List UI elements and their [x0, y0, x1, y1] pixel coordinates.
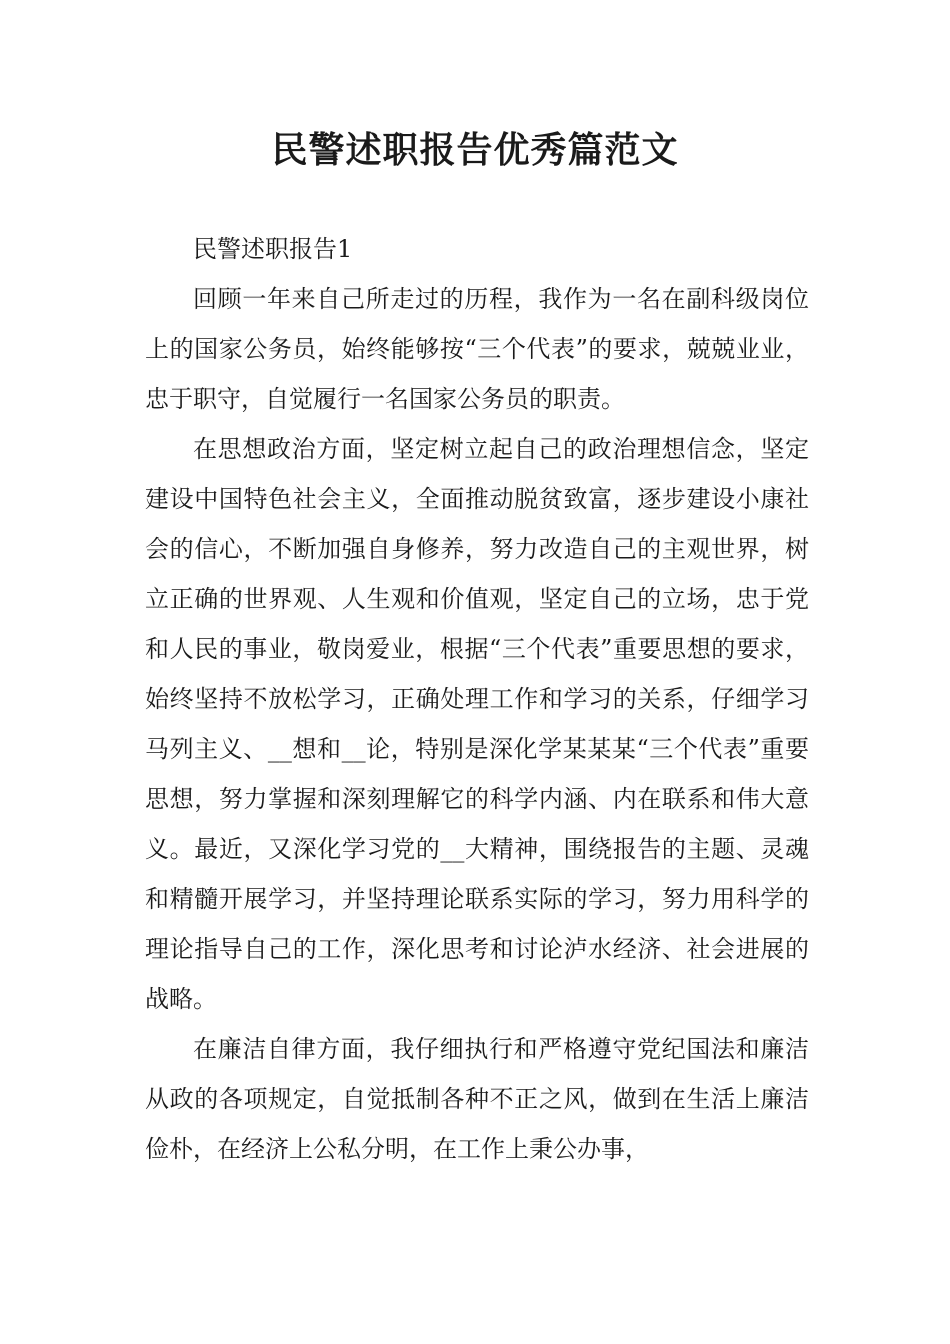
document-body	[145, 224, 809, 1174]
section-heading: 民警述职报告1	[193, 235, 353, 263]
body-paragraph: 在廉洁自律方面，我仔细执行和严格遵守党纪国法和廉洁从政的各项规定，自觉抵制各种不正之风，做到在生活上廉洁俭朴，在经济上公私分明，在工作上秉公办事，	[145, 1035, 809, 1163]
body-paragraph: 回顾一年来自己所走过的历程，我作为一名在副科级岗位上的国家公务员，始终能够按“三个代表”的要求，兢兢业业，忠于职守，自觉履行一名国家公务员的职责。	[145, 285, 809, 413]
body-paragraph: 在思想政治方面，坚定树立起自己的政治理想信念，坚定建设中国特色社会主义，全面推动脱贫致富，逐步建设小康社会的信心，不断加强自身修养，努力改造自己的主观世界，树立正确的世界观、人生观和价值观，坚定自己的立场，忠于党和人民的事业，敬岗爱业，根据“三个代表”重要思想的要求，始终坚持不放松学习，正确处理工作和学习的关系，仔细学习马列主义、__想和__论，特别是深化学某某某“三个代表”重要思想，努力掌握和深刻理解它的科学内涵、内在联系和伟大意义。最近，又深化学习党的__大精神，围绕报告的主题、灵魂和精髓开展学习，并坚持理论联系实际的学习，努力用科学的理论指导自己的工作，深化思考和讨论泸水经济、社会进展的战略。	[145, 435, 809, 1013]
document-title: 民警述职报告优秀篇范文	[271, 129, 679, 171]
